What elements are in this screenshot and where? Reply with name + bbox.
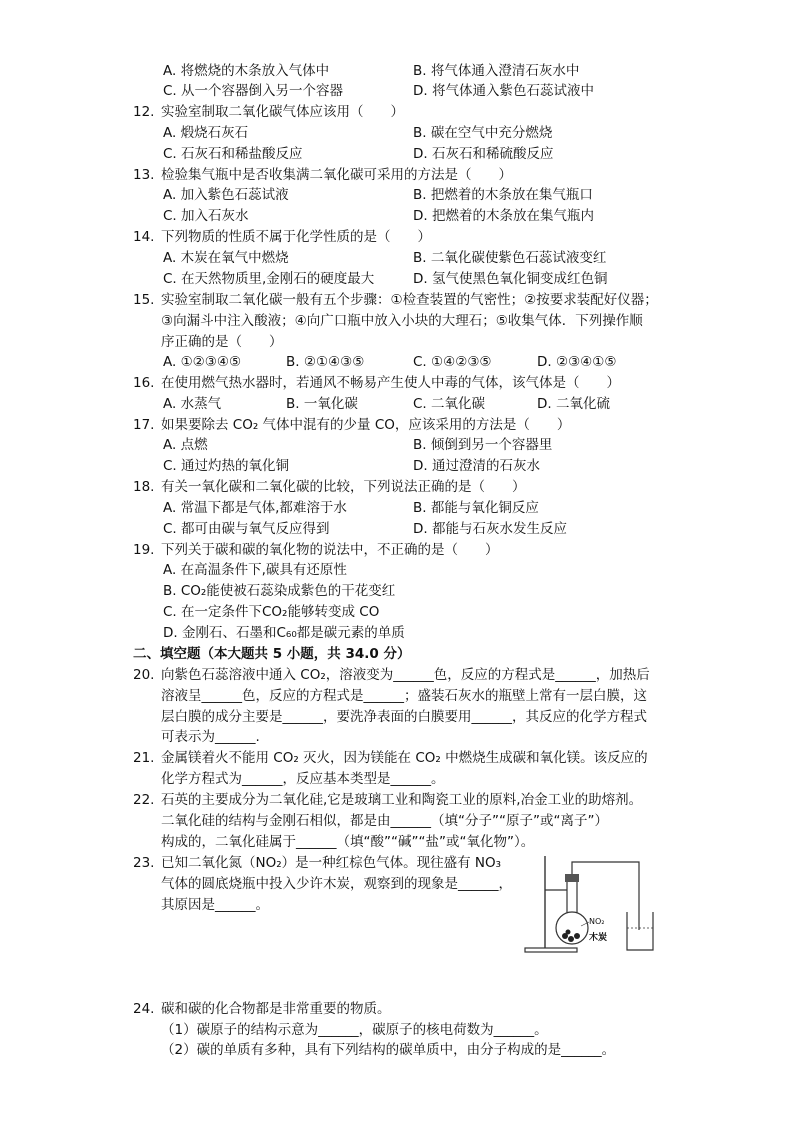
q17-stem: 如果要除去 CO₂ 气体中混有的少量 CO，应该采用的方法是（ ）	[161, 417, 571, 433]
charcoal-piece	[574, 933, 580, 939]
q13-number: 13.	[133, 167, 155, 183]
q12-number: 12.	[133, 104, 155, 120]
q11-option-c: C. 从一个容器倒入另一个容器	[163, 83, 344, 99]
q14-option-a: A. 木炭在氧气中燃烧	[163, 250, 289, 266]
q22-line2: 二氧化硅的结构与金刚石相似，都是由______（填“分子”“原子”或“离子”）	[161, 813, 608, 829]
q12-option-d: D. 石灰石和稀硫酸反应	[413, 146, 554, 162]
section-heading-fill-in: 二、填空题（本大题共 5 小题，共 34.0 分）	[133, 646, 411, 662]
beaker	[627, 912, 653, 950]
q20-line2: 溶液呈______色，反应的方程式是______；盛装石灰水的瓶壁上常有一层白膜，这	[161, 688, 647, 704]
q14-number: 14.	[133, 229, 155, 245]
q16-option-d: D. 二氧化硫	[537, 396, 610, 412]
q19-number: 19.	[133, 542, 155, 558]
q14-option-b: B. 二氧化碳使紫色石蕊试液变红	[413, 250, 607, 266]
q22-line3: 构成的，二氧化硅属于______（填“酸”“碱”“盐”或“氧化物”）。	[161, 834, 535, 850]
stand-base	[525, 948, 577, 952]
flask-apparatus-figure	[523, 850, 663, 960]
q16-stem: 在使用燃气热水器时，若通风不畅易产生使人中毒的气体，该气体是（ ）	[161, 375, 620, 391]
q16-option-a: A. 水蒸气	[163, 396, 222, 412]
q19-option-a: A. 在高温条件下,碳具有还原性	[163, 562, 347, 578]
q20-number: 20.	[133, 667, 155, 683]
q18-option-a: A. 常温下都是气体,都难溶于水	[163, 500, 347, 516]
q24-stem: 碳和碳的化合物都是非常重要的物质。	[161, 1001, 391, 1017]
q18-number: 18.	[133, 479, 155, 495]
q17-option-a: A. 点燃	[163, 437, 208, 453]
q18-option-c: C. 都可由碳与氧气反应得到	[163, 521, 330, 537]
q19-option-c: C. 在一定条件下CO₂能够转变成 CO	[163, 604, 380, 620]
q18-option-b: B. 都能与氧化铜反应	[413, 500, 539, 516]
q15-option-a: A. ①②③④⑤	[163, 354, 242, 370]
flask-neck	[567, 878, 577, 914]
q15-number: 15.	[133, 292, 155, 308]
q12-option-b: B. 碳在空气中充分燃烧	[413, 125, 553, 141]
q15-option-b: B. ②①④③⑤	[286, 354, 365, 370]
q16-option-c: C. 二氧化碳	[413, 396, 486, 412]
q24-sub1: （1）碳原子的结构示意为______，碳原子的核电荷数为______。	[161, 1022, 548, 1038]
charcoal-piece	[568, 936, 574, 942]
q23-line1: 已知二氧化氮（NO₂）是一种红棕色气体。现往盛有 NO₃	[161, 855, 502, 871]
q13-option-d: D. 把燃着的木条放在集气瓶内	[413, 208, 594, 224]
q14-option-c: C. 在天然物质里,金刚石的硬度最大	[163, 271, 375, 287]
q23-line3: 其原因是______。	[161, 897, 269, 913]
q12-option-a: A. 煅烧石灰石	[163, 125, 249, 141]
q18-option-d: D. 都能与石灰水发生反应	[413, 521, 567, 537]
q11-option-b: B. 将气体通入澄清石灰水中	[413, 63, 580, 79]
q17-option-b: B. 倾倒到另一个容器里	[413, 437, 553, 453]
q15-stem-line3: 序正确的是（ ）	[161, 334, 283, 350]
q24-sub2: （2）碳的单质有多种，具有下列结构的碳单质中，由分子构成的是______。	[161, 1042, 616, 1058]
q11-option-a: A. 将燃烧的木条放入气体中	[163, 63, 330, 79]
q13-stem: 检验集气瓶中是否收集满二氧化碳可采用的方法是（ ）	[161, 167, 512, 183]
q16-number: 16.	[133, 375, 155, 391]
q24-number: 24.	[133, 1001, 155, 1017]
q17-option-d: D. 通过澄清的石灰水	[413, 458, 540, 474]
q13-option-c: C. 加入石灰水	[163, 208, 249, 224]
q15-stem-line2: ③向漏斗中注入酸液；④向广口瓶中放入小块的大理石；⑤收集气体．下列操作顺	[161, 313, 643, 329]
q23-line2: 气体的圆底烧瓶中投入少许木炭，观察到的现象是______，	[161, 876, 512, 892]
q20-line1: 向紫色石蕊溶液中通入 CO₂，溶液变为______色，反应的方程式是______，加热后	[161, 667, 650, 683]
q20-line3: 层白膜的成分主要是______，要洗净表面的白膜要用______，其反应的化学方程式	[161, 709, 647, 725]
q15-option-d: D. ②③④①⑤	[537, 354, 617, 370]
q21-line1: 金属镁着火不能用 CO₂ 灭火，因为镁能在 CO₂ 中燃烧生成碳和氧化镁。该反应的	[161, 750, 648, 766]
q17-option-c: C. 通过灼热的氧化铜	[163, 458, 290, 474]
q19-option-d: D. 金刚石、石墨和C₆₀都是碳元素的单质	[163, 625, 405, 641]
q21-line2: 化学方程式为______，反应基本类型是______。	[161, 771, 445, 787]
flask-stopper	[565, 874, 579, 882]
q22-number: 22.	[133, 792, 155, 808]
q14-stem: 下列物质的性质不属于化学性质的是（ ）	[161, 229, 431, 245]
figure-label-charcoal: 木炭	[589, 933, 608, 943]
q19-option-b: B. CO₂能使被石蕊染成紫色的干花变红	[163, 583, 396, 599]
q12-stem: 实验室制取二氧化碳气体应该用（ ）	[161, 104, 404, 120]
q15-stem-line1: 实验室制取二氧化碳一般有五个步骤：①检查装置的气密性；②按要求装配好仪器；	[161, 292, 658, 308]
q20-line4: 可表示为______.	[161, 729, 260, 745]
q19-stem: 下列关于碳和碳的氧化物的说法中，不正确的是（ ）	[161, 542, 499, 558]
q14-option-d: D. 氢气使黑色氧化铜变成红色铜	[413, 271, 608, 287]
q15-option-c: C. ①④②③⑤	[413, 354, 492, 370]
q17-number: 17.	[133, 417, 155, 433]
q11-option-d: D. 将气体通入紫色石蕊试液中	[413, 83, 594, 99]
q23-number: 23.	[133, 855, 155, 871]
q13-option-a: A. 加入紫色石蕊试液	[163, 187, 289, 203]
charcoal-piece	[566, 930, 571, 935]
figure-label-no2: NO₂	[589, 917, 605, 926]
q22-line1: 石英的主要成分为二氧化硅,它是玻璃工业和陶瓷工业的原料,冶金工业的助熔剂。	[161, 792, 643, 808]
q12-option-c: C. 石灰石和稀盐酸反应	[163, 146, 303, 162]
q18-stem: 有关一氧化碳和二氧化碳的比较，下列说法正确的是（ ）	[161, 479, 526, 495]
q16-option-b: B. 一氧化碳	[286, 396, 358, 412]
q13-option-b: B. 把燃着的木条放在集气瓶口	[413, 187, 593, 203]
q21-number: 21.	[133, 750, 155, 766]
